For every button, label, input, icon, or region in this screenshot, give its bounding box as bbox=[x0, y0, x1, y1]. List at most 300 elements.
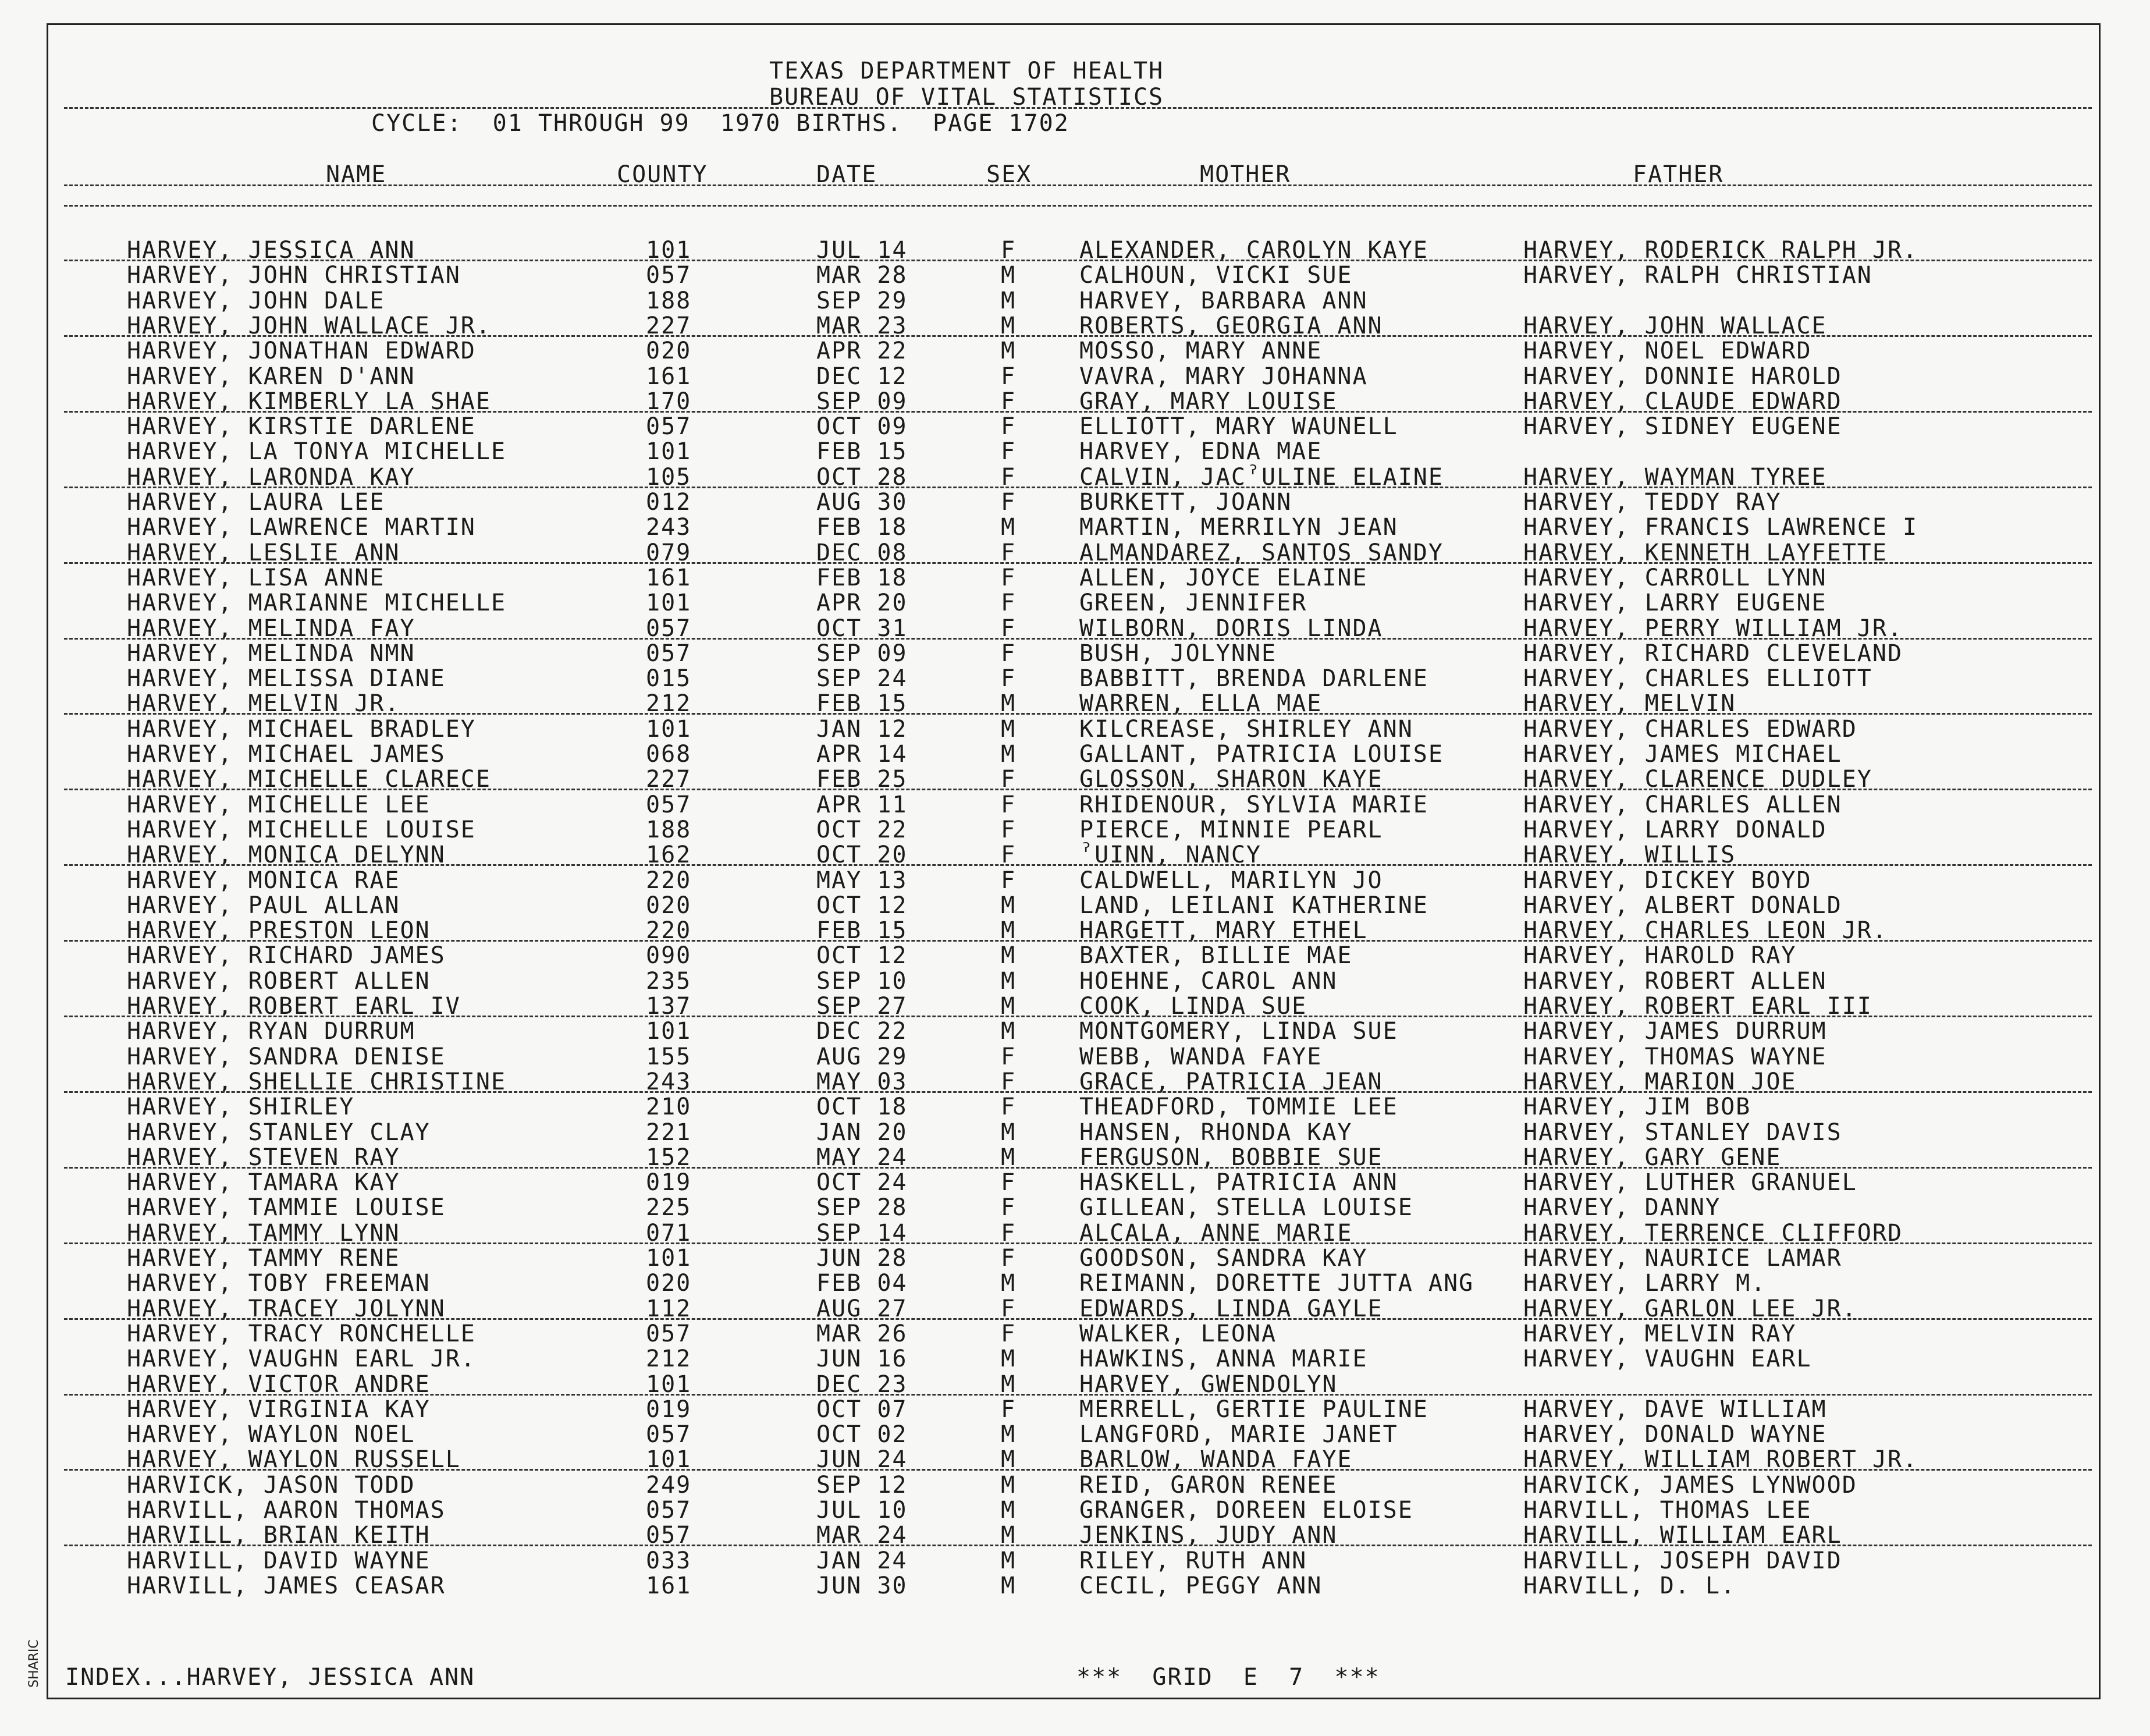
header-divider bbox=[64, 107, 2092, 109]
table-row bbox=[0, 289, 2150, 314]
table-row bbox=[0, 239, 2150, 264]
record-father: HARVEY, MELVIN bbox=[1523, 690, 1736, 718]
record-mother: PIERCE, MINNIE PEARL bbox=[1079, 816, 1383, 843]
record-father: HARVEY, ROBERT EARL III bbox=[1523, 993, 1872, 1020]
record-father: HARVEY, TEDDY RAY bbox=[1523, 489, 1782, 516]
record-mother: BUSH, JOLYNNE bbox=[1079, 640, 1277, 667]
record-father: HARVILL, WILLIAM EARL bbox=[1523, 1522, 1842, 1549]
record-father: HARVEY, TERRENCE CLIFFORD bbox=[1523, 1219, 1903, 1247]
record-name: HARVEY, PAUL ALLAN bbox=[127, 892, 400, 919]
record-name: HARVEY, MARIANNE MICHELLE bbox=[127, 590, 507, 617]
record-name: HARVEY, LISA ANNE bbox=[127, 564, 385, 591]
record-sex: M bbox=[1001, 1018, 1017, 1045]
record-date: AUG 29 bbox=[816, 1043, 908, 1070]
record-name: HARVEY, ROBERT ALLEN bbox=[127, 967, 431, 995]
table-row bbox=[0, 1549, 2150, 1574]
record-sex: M bbox=[1001, 690, 1017, 718]
record-father: HARVEY, MARION JOE bbox=[1523, 1068, 1797, 1095]
record-name: HARVEY, SANDRA DENISE bbox=[127, 1043, 446, 1070]
record-sex: F bbox=[1001, 665, 1017, 693]
table-row bbox=[0, 1219, 2150, 1247]
record-name: HARVEY, WAYLON RUSSELL bbox=[127, 1446, 461, 1474]
record-date: JUN 28 bbox=[816, 1245, 908, 1272]
record-mother: GREEN, JENNIFER bbox=[1079, 590, 1307, 617]
record-date: JUL 14 bbox=[816, 237, 908, 264]
record-date: JAN 20 bbox=[816, 1119, 908, 1146]
record-county: 101 bbox=[646, 590, 692, 617]
footer-index: INDEX...HARVEY, JESSICA ANN bbox=[65, 1664, 475, 1691]
record-name: HARVILL, DAVID WAYNE bbox=[127, 1547, 431, 1574]
record-county: 225 bbox=[646, 1194, 692, 1222]
record-father: HARVEY, DANNY bbox=[1523, 1194, 1721, 1222]
table-row bbox=[0, 1196, 2150, 1221]
column-header-sex: SEX bbox=[986, 161, 1032, 188]
record-mother: COOK, LINDA SUE bbox=[1079, 993, 1307, 1020]
table-row bbox=[0, 1095, 2150, 1120]
record-date: OCT 12 bbox=[816, 942, 908, 970]
record-date: OCT 09 bbox=[816, 413, 908, 441]
record-name: HARVEY, PRESTON LEON bbox=[127, 917, 431, 945]
record-date: MAR 23 bbox=[816, 312, 908, 339]
record-county: 235 bbox=[646, 967, 692, 995]
record-mother: JENKINS, JUDY ANN bbox=[1079, 1522, 1338, 1549]
record-sex: F bbox=[1001, 413, 1017, 441]
record-sex: F bbox=[1001, 791, 1017, 818]
table-row bbox=[0, 768, 2150, 793]
record-county: 101 bbox=[646, 1446, 692, 1474]
table-row bbox=[0, 1423, 2150, 1448]
record-county: 152 bbox=[646, 1144, 692, 1171]
record-date: MAY 03 bbox=[816, 1068, 908, 1095]
table-row bbox=[0, 1146, 2150, 1171]
record-date: DEC 22 bbox=[816, 1018, 908, 1045]
record-sex: M bbox=[1001, 942, 1017, 970]
record-sex: M bbox=[1001, 1144, 1017, 1171]
record-date: FEB 25 bbox=[816, 766, 908, 793]
record-sex: F bbox=[1001, 237, 1017, 264]
record-sex: M bbox=[1001, 1119, 1017, 1146]
record-father: HARVEY, GARLON LEE JR. bbox=[1523, 1295, 1857, 1322]
table-row bbox=[0, 1373, 2150, 1398]
record-name: HARVEY, VAUGHN EARL JR. bbox=[127, 1346, 476, 1373]
record-county: 162 bbox=[646, 842, 692, 869]
record-date: OCT 28 bbox=[816, 463, 908, 491]
record-mother: WALKER, LEONA bbox=[1079, 1320, 1277, 1347]
record-mother: LAND, LEILANI KATHERINE bbox=[1079, 892, 1428, 919]
record-name: HARVEY, KIRSTIE DARLENE bbox=[127, 413, 476, 441]
record-sex: F bbox=[1001, 615, 1017, 642]
record-date: SEP 09 bbox=[816, 640, 908, 667]
table-row bbox=[0, 1121, 2150, 1146]
record-name: HARVEY, JOHN CHRISTIAN bbox=[127, 262, 461, 289]
record-date: OCT 18 bbox=[816, 1094, 908, 1121]
record-county: 019 bbox=[646, 1169, 692, 1197]
record-date: OCT 07 bbox=[816, 1396, 908, 1423]
table-row bbox=[0, 1347, 2150, 1372]
record-sex: M bbox=[1001, 967, 1017, 995]
record-date: DEC 08 bbox=[816, 539, 908, 566]
record-mother: RHIDENOUR, SYLVIA MARIE bbox=[1079, 791, 1428, 818]
table-row bbox=[0, 1020, 2150, 1045]
record-date: APR 22 bbox=[816, 338, 908, 365]
record-county: 188 bbox=[646, 816, 692, 843]
record-father: HARVEY, RALPH CHRISTIAN bbox=[1523, 262, 1872, 289]
record-sex: F bbox=[1001, 1245, 1017, 1272]
record-name: HARVEY, LARONDA KAY bbox=[127, 463, 415, 491]
record-sex: M bbox=[1001, 993, 1017, 1020]
record-father: HARVEY, DONALD WAYNE bbox=[1523, 1421, 1827, 1449]
record-name: HARVEY, LESLIE ANN bbox=[127, 539, 400, 566]
record-county: 068 bbox=[646, 741, 692, 768]
record-father: HARVEY, DICKEY BOYD bbox=[1523, 867, 1812, 894]
record-county: 155 bbox=[646, 1043, 692, 1070]
record-county: 188 bbox=[646, 287, 692, 314]
record-father: HARVICK, JAMES LYNWOOD bbox=[1523, 1471, 1857, 1499]
table-row bbox=[0, 1448, 2150, 1473]
record-date: OCT 02 bbox=[816, 1421, 908, 1449]
record-father: HARVEY, CHARLES ELLIOTT bbox=[1523, 665, 1872, 693]
record-sex: F bbox=[1001, 1043, 1017, 1070]
record-date: SEP 09 bbox=[816, 388, 908, 415]
record-mother: BURKETT, JOANN bbox=[1079, 489, 1292, 516]
record-county: 212 bbox=[646, 690, 692, 718]
record-sex: F bbox=[1001, 1169, 1017, 1197]
table-row bbox=[0, 1070, 2150, 1095]
record-mother: HOEHNE, CAROL ANN bbox=[1079, 967, 1338, 995]
table-row bbox=[0, 894, 2150, 919]
record-sex: F bbox=[1001, 766, 1017, 793]
record-date: JAN 12 bbox=[816, 715, 908, 743]
record-sex: F bbox=[1001, 1295, 1017, 1322]
record-county: 079 bbox=[646, 539, 692, 566]
record-father: HARVEY, CHARLES LEON JR. bbox=[1523, 917, 1888, 945]
record-date: OCT 12 bbox=[816, 892, 908, 919]
record-name: HARVEY, JOHN DALE bbox=[127, 287, 385, 314]
record-father: HARVEY, CLAUDE EDWARD bbox=[1523, 388, 1842, 415]
record-mother: HASKELL, PATRICIA ANN bbox=[1079, 1169, 1398, 1197]
record-sex: M bbox=[1001, 262, 1017, 289]
record-father: HARVEY, MELVIN RAY bbox=[1523, 1320, 1797, 1347]
record-name: HARVEY, SHIRLEY bbox=[127, 1094, 355, 1121]
record-date: FEB 18 bbox=[816, 514, 908, 541]
record-date: SEP 10 bbox=[816, 967, 908, 995]
record-sex: M bbox=[1001, 1371, 1017, 1398]
record-mother: GLOSSON, SHARON KAYE bbox=[1079, 766, 1383, 793]
header-bureau: BUREAU OF VITAL STATISTICS bbox=[769, 84, 1164, 111]
record-county: 220 bbox=[646, 917, 692, 945]
record-date: SEP 29 bbox=[816, 287, 908, 314]
record-county: 057 bbox=[646, 1497, 692, 1524]
record-mother: MERRELL, GERTIE PAULINE bbox=[1079, 1396, 1428, 1423]
record-mother: HARVEY, EDNA MAE bbox=[1079, 438, 1323, 466]
table-row bbox=[0, 463, 2150, 491]
record-county: 020 bbox=[646, 1270, 692, 1297]
record-father: HARVEY, ALBERT DONALD bbox=[1523, 892, 1842, 919]
record-date: JUN 16 bbox=[816, 1346, 908, 1373]
record-date: APR 14 bbox=[816, 741, 908, 768]
record-father: HARVEY, CHARLES ALLEN bbox=[1523, 791, 1842, 818]
record-county: 161 bbox=[646, 564, 692, 591]
record-date: JAN 24 bbox=[816, 1547, 908, 1574]
table-row bbox=[0, 541, 2150, 566]
record-father: HARVEY, JAMES DURRUM bbox=[1523, 1018, 1827, 1045]
record-mother: MONTGOMERY, LINDA SUE bbox=[1079, 1018, 1398, 1045]
record-date: MAR 28 bbox=[816, 262, 908, 289]
table-row bbox=[0, 591, 2150, 616]
record-mother: EDWARDS, LINDA GAYLE bbox=[1079, 1295, 1383, 1322]
record-date: OCT 24 bbox=[816, 1169, 908, 1197]
table-row bbox=[0, 1297, 2150, 1322]
record-father: HARVEY, JOHN WALLACE bbox=[1523, 312, 1827, 339]
table-row bbox=[0, 1524, 2150, 1549]
record-name: HARVEY, TAMMY LYNN bbox=[127, 1219, 400, 1247]
record-father: HARVEY, CARROLL LYNN bbox=[1523, 564, 1827, 591]
record-name: HARVILL, AARON THOMAS bbox=[127, 1497, 446, 1524]
record-mother: HAWKINS, ANNA MARIE bbox=[1079, 1346, 1368, 1373]
table-row bbox=[0, 743, 2150, 768]
side-stamp: SHARIC bbox=[27, 1639, 41, 1688]
record-date: JUN 30 bbox=[816, 1572, 908, 1599]
table-row bbox=[0, 995, 2150, 1020]
record-father: HARVEY, LARRY DONALD bbox=[1523, 816, 1827, 843]
record-name: HARVEY, TRACEY JOLYNN bbox=[127, 1295, 446, 1322]
record-father: HARVEY, SIDNEY EUGENE bbox=[1523, 413, 1842, 441]
record-date: OCT 20 bbox=[816, 842, 908, 869]
record-name: HARVEY, LAURA LEE bbox=[127, 489, 385, 516]
table-row bbox=[0, 1574, 2150, 1599]
record-county: 057 bbox=[646, 1421, 692, 1449]
record-name: HARVEY, STANLEY CLAY bbox=[127, 1119, 431, 1146]
record-name: HARVEY, MICHELLE CLARECE bbox=[127, 766, 491, 793]
record-name: HARVEY, WAYLON NOEL bbox=[127, 1421, 415, 1449]
record-date: MAY 13 bbox=[816, 867, 908, 894]
record-mother: ALCALA, ANNE MARIE bbox=[1079, 1219, 1353, 1247]
record-sex: F bbox=[1001, 842, 1017, 869]
table-row bbox=[0, 566, 2150, 591]
table-row bbox=[0, 1272, 2150, 1297]
record-date: AUG 30 bbox=[816, 489, 908, 516]
record-date: JUN 24 bbox=[816, 1446, 908, 1474]
record-sex: M bbox=[1001, 1421, 1017, 1449]
record-county: 019 bbox=[646, 1396, 692, 1423]
record-mother: BARLOW, WANDA FAYE bbox=[1079, 1446, 1353, 1474]
record-name: HARVEY, MICHAEL JAMES bbox=[127, 741, 446, 768]
record-sex: M bbox=[1001, 1346, 1017, 1373]
table-row bbox=[0, 715, 2150, 743]
record-father: HARVEY, WILLIS bbox=[1523, 842, 1736, 869]
record-mother: HANSEN, RHONDA KAY bbox=[1079, 1119, 1353, 1146]
record-date: MAR 24 bbox=[816, 1522, 908, 1549]
record-mother: CECIL, PEGGY ANN bbox=[1079, 1572, 1323, 1599]
record-sex: F bbox=[1001, 816, 1017, 843]
record-sex: F bbox=[1001, 867, 1017, 894]
record-county: 071 bbox=[646, 1219, 692, 1247]
record-county: 212 bbox=[646, 1346, 692, 1373]
record-name: HARVEY, VIRGINIA KAY bbox=[127, 1396, 431, 1423]
table-row bbox=[0, 390, 2150, 415]
record-county: 161 bbox=[646, 363, 692, 390]
record-name: HARVEY, LAWRENCE MARTIN bbox=[127, 514, 476, 541]
record-name: HARVEY, VICTOR ANDRE bbox=[127, 1371, 431, 1398]
record-county: 243 bbox=[646, 1068, 692, 1095]
record-county: 020 bbox=[646, 338, 692, 365]
record-mother: HARVEY, BARBARA ANN bbox=[1079, 287, 1368, 314]
table-row bbox=[0, 667, 2150, 692]
record-date: DEC 12 bbox=[816, 363, 908, 390]
record-name: HARVEY, MONICA RAE bbox=[127, 867, 400, 894]
table-row bbox=[0, 692, 2150, 717]
record-sex: M bbox=[1001, 1522, 1017, 1549]
table-row bbox=[0, 1247, 2150, 1272]
record-name: HARVEY, MICHELLE LOUISE bbox=[127, 816, 476, 843]
record-county: 057 bbox=[646, 640, 692, 667]
record-sex: M bbox=[1001, 1572, 1017, 1599]
record-date: OCT 31 bbox=[816, 615, 908, 642]
record-name: HARVEY, STEVEN RAY bbox=[127, 1144, 400, 1171]
record-date: SEP 14 bbox=[816, 1219, 908, 1247]
record-mother: ROBERTS, GEORGIA ANN bbox=[1079, 312, 1383, 339]
record-mother: GALLANT, PATRICIA LOUISE bbox=[1079, 741, 1444, 768]
record-name: HARVEY, MELVIN JR. bbox=[127, 690, 400, 718]
column-header-father: FATHER bbox=[1633, 161, 1724, 188]
record-county: 101 bbox=[646, 1245, 692, 1272]
table-top-divider bbox=[64, 205, 2092, 207]
table-row bbox=[0, 944, 2150, 969]
table-row bbox=[0, 491, 2150, 516]
record-sex: M bbox=[1001, 1547, 1017, 1574]
record-sex: M bbox=[1001, 514, 1017, 541]
record-sex: F bbox=[1001, 590, 1017, 617]
record-name: HARVILL, JAMES CEASAR bbox=[127, 1572, 446, 1599]
table-row bbox=[0, 365, 2150, 390]
record-mother: REID, GARON RENEE bbox=[1079, 1471, 1338, 1499]
record-county: 101 bbox=[646, 237, 692, 264]
column-header-county: COUNTY bbox=[617, 161, 708, 188]
record-sex: F bbox=[1001, 1320, 1017, 1347]
record-name: HARVEY, JONATHAN EDWARD bbox=[127, 338, 476, 365]
record-sex: F bbox=[1001, 1194, 1017, 1222]
record-mother: RILEY, RUTH ANN bbox=[1079, 1547, 1307, 1574]
record-father: HARVEY, LARRY EUGENE bbox=[1523, 590, 1827, 617]
record-sex: F bbox=[1001, 388, 1017, 415]
table-row bbox=[0, 415, 2150, 440]
record-name: HARVEY, MICHELLE LEE bbox=[127, 791, 431, 818]
record-sex: M bbox=[1001, 1446, 1017, 1474]
record-father: HARVEY, HAROLD RAY bbox=[1523, 942, 1797, 970]
record-date: FEB 18 bbox=[816, 564, 908, 591]
record-father: HARVEY, WILLIAM ROBERT JR. bbox=[1523, 1446, 1918, 1474]
record-sex: F bbox=[1001, 1219, 1017, 1247]
record-mother: ˀUINN, NANCY bbox=[1079, 842, 1261, 869]
record-father: HARVEY, NAURICE LAMAR bbox=[1523, 1245, 1842, 1272]
record-father: HARVILL, D. L. bbox=[1523, 1572, 1736, 1599]
record-father: HARVEY, GARY GENE bbox=[1523, 1144, 1782, 1171]
record-county: 137 bbox=[646, 993, 692, 1020]
record-sex: F bbox=[1001, 438, 1017, 466]
record-sex: F bbox=[1001, 1068, 1017, 1095]
record-county: 210 bbox=[646, 1094, 692, 1121]
record-name: HARVEY, TOBY FREEMAN bbox=[127, 1270, 431, 1297]
record-sex: M bbox=[1001, 715, 1017, 743]
table-row bbox=[0, 843, 2150, 868]
header-department: TEXAS DEPARTMENT OF HEALTH bbox=[769, 58, 1164, 84]
record-father: HARVEY, DAVE WILLIAM bbox=[1523, 1396, 1827, 1423]
header-cycle: CYCLE: 01 THROUGH 99 1970 BIRTHS. PAGE 1702 bbox=[371, 110, 1069, 137]
record-name: HARVICK, JASON TODD bbox=[127, 1471, 415, 1499]
record-name: HARVEY, MELINDA NMN bbox=[127, 640, 415, 667]
record-name: HARVEY, TAMMY RENE bbox=[127, 1245, 400, 1272]
record-name: HARVEY, MELISSA DIANE bbox=[127, 665, 446, 693]
record-sex: F bbox=[1001, 564, 1017, 591]
record-father: HARVEY, ROBERT ALLEN bbox=[1523, 967, 1827, 995]
record-county: 101 bbox=[646, 438, 692, 466]
record-county: 101 bbox=[646, 1018, 692, 1045]
record-date: MAR 26 bbox=[816, 1320, 908, 1347]
record-father: HARVEY, KENNETH LAYFETTE bbox=[1523, 539, 1888, 566]
record-date: SEP 28 bbox=[816, 1194, 908, 1222]
record-mother: MARTIN, MERRILYN JEAN bbox=[1079, 514, 1398, 541]
record-date: FEB 15 bbox=[816, 438, 908, 466]
record-name: HARVEY, TAMMIE LOUISE bbox=[127, 1194, 446, 1222]
record-name: HARVEY, LA TONYA MICHELLE bbox=[127, 438, 507, 466]
record-name: HARVEY, RYAN DURRUM bbox=[127, 1018, 415, 1045]
record-date: SEP 27 bbox=[816, 993, 908, 1020]
table-row bbox=[0, 967, 2150, 995]
record-mother: ALEXANDER, CAROLYN KAYE bbox=[1079, 237, 1428, 264]
record-name: HARVEY, RICHARD JAMES bbox=[127, 942, 446, 970]
record-county: 057 bbox=[646, 791, 692, 818]
record-date: APR 20 bbox=[816, 590, 908, 617]
record-name: HARVILL, BRIAN KEITH bbox=[127, 1522, 431, 1549]
record-date: AUG 27 bbox=[816, 1295, 908, 1322]
record-county: 057 bbox=[646, 1320, 692, 1347]
record-sex: M bbox=[1001, 917, 1017, 945]
record-mother: GILLEAN, STELLA LOUISE bbox=[1079, 1194, 1413, 1222]
table-row bbox=[0, 1398, 2150, 1423]
record-mother: LANGFORD, MARIE JANET bbox=[1079, 1421, 1398, 1449]
record-county: 057 bbox=[646, 262, 692, 289]
table-row bbox=[0, 264, 2150, 289]
record-mother: REIMANN, DORETTE JUTTA ANG bbox=[1079, 1270, 1474, 1297]
record-mother: THEADFORD, TOMMIE LEE bbox=[1079, 1094, 1398, 1121]
record-name: HARVEY, JOHN WALLACE JR. bbox=[127, 312, 491, 339]
record-date: DEC 23 bbox=[816, 1371, 908, 1398]
record-mother: ALMANDAREZ, SANTOS SANDY bbox=[1079, 539, 1444, 566]
record-date: OCT 22 bbox=[816, 816, 908, 843]
record-father: HARVEY, NOEL EDWARD bbox=[1523, 338, 1812, 365]
record-sex: M bbox=[1001, 287, 1017, 314]
record-county: 090 bbox=[646, 942, 692, 970]
record-mother: GRACE, PATRICIA JEAN bbox=[1079, 1068, 1383, 1095]
record-mother: WARREN, ELLA MAE bbox=[1079, 690, 1323, 718]
record-sex: F bbox=[1001, 489, 1017, 516]
record-county: 249 bbox=[646, 1471, 692, 1499]
record-mother: CALDWELL, MARILYN JO bbox=[1079, 867, 1383, 894]
record-mother: FERGUSON, BOBBIE SUE bbox=[1079, 1144, 1383, 1171]
record-mother: VAVRA, MARY JOHANNA bbox=[1079, 363, 1368, 390]
table-row bbox=[0, 1171, 2150, 1196]
record-mother: ELLIOTT, MARY WAUNELL bbox=[1079, 413, 1398, 441]
record-county: 221 bbox=[646, 1119, 692, 1146]
record-mother: GRANGER, DOREEN ELOISE bbox=[1079, 1497, 1413, 1524]
record-mother: GRAY, MARY LOUISE bbox=[1079, 388, 1338, 415]
record-mother: GOODSON, SANDRA KAY bbox=[1079, 1245, 1368, 1272]
record-date: FEB 04 bbox=[816, 1270, 908, 1297]
table-row bbox=[0, 1499, 2150, 1524]
record-mother: ALLEN, JOYCE ELAINE bbox=[1079, 564, 1368, 591]
record-sex: M bbox=[1001, 892, 1017, 919]
record-father: HARVILL, JOSEPH DAVID bbox=[1523, 1547, 1842, 1574]
